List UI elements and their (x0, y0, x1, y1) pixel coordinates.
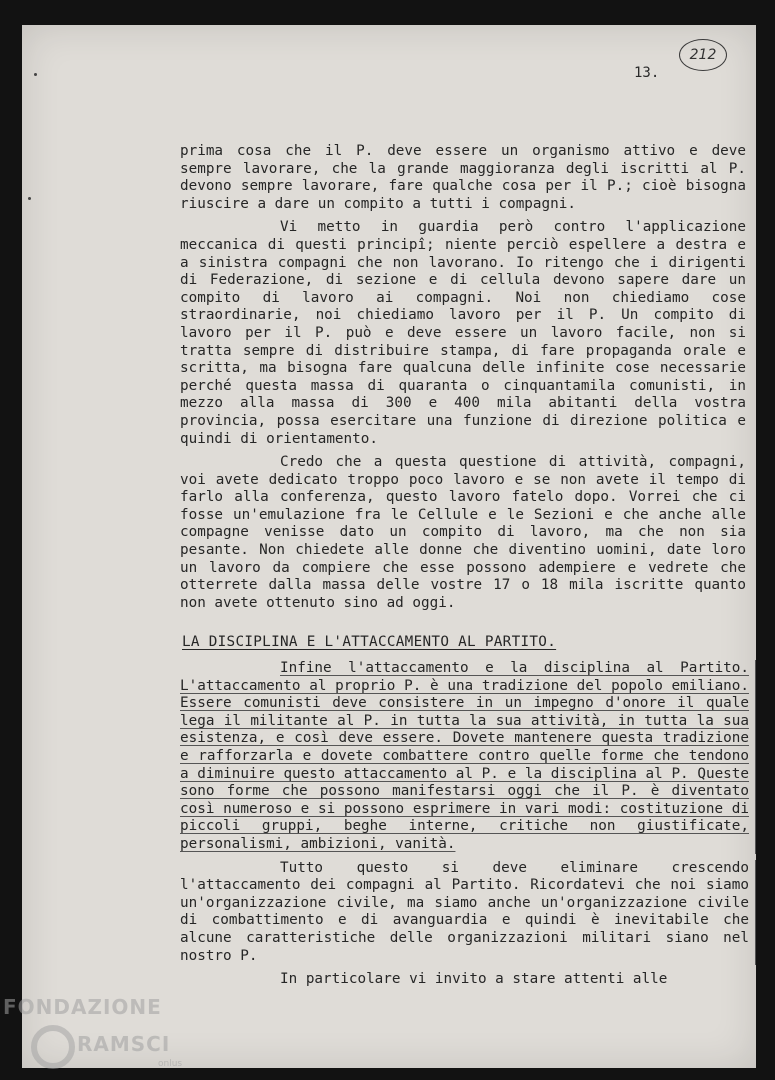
paper-speck (28, 197, 31, 200)
gramsci-logo-icon (31, 1025, 75, 1069)
paragraph-annotated: Infine l'attaccamento e la disciplina al Partito. L'attaccamento al proprio P. è una tradizione del popolo emiliano. Essere comunisti deve consistere in un impegno d'onore il quale lega il militante al P. in tutta la sua attività, in tutta la sua esistenza, e così deve essere. Dovete mantenere questa tradizione e rafforzarla e dovete combattere contro quelle forme che tendono a diminuire questo attaccamento al P. e la disciplina al P. Queste sono forme che possono manifestarsi oggi che il P. è diventato così numeroso e si possono esprimere in vari modi: costituzione di piccoli gruppi, beghe interne, critiche non giustificate, personalismi, ambizioni, vanità. (180, 660, 756, 854)
paragraph: prima cosa che il P. deve essere un organismo attivo e deve sempre lavorare, che la grande maggioranza degli iscritti al P. devono sempre lavorare, fare qualche cosa per il P.; cioè bisogna riuscire a dare un compito a tutti i compagni. (180, 143, 746, 212)
section-heading: LA DISCIPLINA E L'ATTACCAMENTO AL PARTITO. (182, 634, 557, 651)
watermark-line1: FONDAZIONE (3, 995, 162, 1019)
document-page (22, 25, 756, 1068)
paper-speck (34, 73, 37, 76)
archive-number-stamp: 212 (679, 39, 727, 71)
foundation-watermark (3, 995, 203, 1069)
page-number: 13. (634, 65, 660, 81)
typed-text-body (180, 143, 749, 989)
paragraph: In particolare vi invito a stare attenti alle (280, 971, 668, 988)
paragraph: Vi metto in guardia però contro l'applicazione meccanica di questi principî; niente perciò espellere a destra e a sinistra compagni che non lavorano. Io ritengo che i dirigenti di Federazione, di sezione e di cellula devono sapere dare un compito di lavoro ai compagni. Noi non chiediamo cose straordinarie, noi chiediamo lavoro per il P. Un compito di lavoro per il P. può e deve essere un lavoro facile, non si tratta sempre di distribuire stampa, di fare propaganda orale e scritta, ma bisogna fare qualcuna delle infinite cose necessarie perché questa massa di quaranta o cinquantamila comunisti, in mezzo alla massa di 300 e 400 mila abitanti della vostra provincia, possa esercitare una funzione di direzione politica e quindi di orientamento. (180, 219, 746, 447)
watermark-line2: RAMSCI (77, 1032, 171, 1056)
paragraph: Credo che a questa questione di attività, compagni, voi avete dedicato troppo poco lavoro e se non avete il tempo di farlo alla conferenza, questo lavoro fatelo dopo. Vorrei che ci fosse un'emulazione fra le Cellule e le Sezioni e che anche alle compagne venisse dato un compito di lavoro, ma che non sia pesante. Non chiedete alle donne che diventino uomini, date loro un lavoro da compiere che esse possono adempiere e vedrete che otterrete dalla massa delle vostre 17 o 18 mila iscritte quanto non avete ottenuto sino ad oggi. (180, 454, 746, 611)
paragraph: Tutto questo si deve eliminare crescendo l'attaccamento dei compagni al Partito. Ricordatevi che noi siamo un'organizzazione civile, ma siamo anche un'organizzazione civile di combattimento e di avanguardia e quindi è inevitabile che alcune caratteristiche delle organizzazioni militari siano nel nostro P. (180, 860, 756, 966)
watermark-suffix: onlus (158, 1059, 183, 1069)
